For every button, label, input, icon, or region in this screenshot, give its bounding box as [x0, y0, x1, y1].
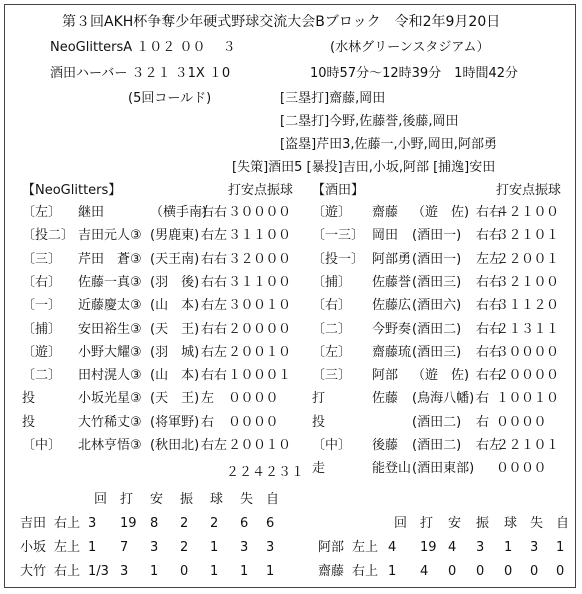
team1-line-score: NeoGlittersA １０２ ００ ３ [50, 40, 236, 55]
pitching-header-cell: 打 [120, 492, 134, 507]
pitching-stat: 3 [530, 540, 539, 555]
batter-position: 投 [312, 414, 326, 430]
batter-name: 吉田元人③ [78, 228, 142, 244]
batter-hand: 右左 [201, 344, 228, 360]
pitcher-name: 大竹 [20, 564, 47, 579]
batter-hand: 右右 [476, 298, 503, 314]
pitching-stat: 3 [88, 516, 97, 531]
pitching-stat: 3 [240, 540, 249, 555]
pitching-stat: 1 [266, 564, 275, 579]
batter-school: （横手南) [150, 205, 208, 220]
batter-name: 継田 [78, 205, 105, 220]
batter-position: 〔三〕 [312, 368, 352, 384]
venue: (水林グリーンスタジアム） [330, 40, 490, 55]
batter-school: (鳥海八幡) [412, 391, 475, 407]
pitching-stat: 19 [120, 516, 137, 531]
batter-school: (酒田六) [412, 298, 462, 314]
pitching-header-cell: 球 [504, 516, 518, 531]
pitching-stat: 0 [448, 564, 457, 579]
batter-stats: ３００００ [228, 205, 291, 220]
batter-position: 〔左〕 [22, 205, 62, 220]
batter-position: 〔遊〕 [22, 344, 62, 360]
batter-position: 〔一〕 [22, 298, 62, 314]
game-time: 10時57分～12時39分 1時間42分 [310, 66, 518, 81]
batter-position: 〔三〕 [22, 251, 62, 267]
batter-stats: ００００ [496, 414, 547, 430]
batter-name: 佐藤誉 [372, 274, 412, 290]
batter-hand: 右右 [476, 274, 503, 290]
pitching-stat: 3 [266, 540, 275, 555]
pitching-stat: 1 [88, 540, 97, 555]
pitching-header-cell: 打 [420, 516, 434, 531]
right-stats-header: 打安点振球 [496, 183, 562, 198]
left-team-name: 【NeoGlitters】 [22, 183, 122, 198]
doubles-note: [二塁打]今野,佐藤誉,後藤,岡田 [280, 114, 459, 129]
batter-name: 岡田 [372, 228, 399, 244]
batter-position: 投 [22, 391, 36, 407]
pitching-stat: 1 [240, 564, 249, 579]
batter-hand: 右右 [201, 321, 228, 337]
pitching-stat: 1 [504, 540, 513, 555]
batter-stats: ２００００ [228, 321, 291, 337]
batter-hand: 左左 [476, 251, 503, 267]
pitching-stat: 19 [420, 540, 437, 555]
batter-hand: 右右 [201, 205, 228, 220]
batter-stats: ００００ [228, 391, 279, 407]
batter-name: 小野大耀③ [78, 344, 142, 360]
batter-name: 芹田 蒼③ [78, 251, 142, 267]
pitching-header-cell: 安 [448, 516, 462, 531]
batter-stats: ３２１０１ [496, 228, 559, 244]
batter-name: 田村滉人③ [78, 368, 142, 384]
batter-hand: 右 [476, 414, 490, 430]
pitching-stat: 3 [476, 540, 485, 555]
pitching-stat: 6 [240, 516, 249, 531]
batter-name: 今野奏 [372, 321, 412, 337]
batter-name: 阿部勇 [372, 251, 412, 267]
batter-hand: 右左 [201, 438, 228, 453]
batter-hand: 右左 [476, 438, 503, 453]
batter-hand: 右左 [201, 228, 228, 244]
pitching-stat: 0 [530, 564, 539, 579]
batter-hand: 右右 [476, 344, 503, 360]
batter-name: 能登山 [372, 461, 412, 477]
batter-stats: ３１１００ [228, 274, 291, 290]
batter-position: 〔遊〕 [312, 205, 352, 220]
batter-position: 〔投二〕 [22, 228, 75, 244]
batter-position: 〔投一〕 [312, 251, 365, 267]
batter-name: 齋藤 [372, 205, 399, 220]
pitcher-hand: 右上 [54, 516, 81, 531]
batter-position: 投 [22, 414, 36, 430]
batter-stats: ２２１０１ [496, 438, 559, 453]
pitching-header-cell: 自 [556, 516, 570, 531]
batter-school: （遊 佐) [412, 368, 470, 384]
pitcher-hand: 左上 [352, 540, 379, 555]
batter-name: 大竹稀丈③ [78, 414, 142, 430]
batter-hand: 右左 [201, 298, 228, 314]
pitcher-hand: 右上 [54, 564, 81, 579]
pitching-header-cell: 振 [180, 492, 194, 507]
pitching-stat: 1 [150, 564, 159, 579]
right-team-name: 【酒田】 [312, 183, 365, 198]
batter-hand: 右 [201, 414, 215, 430]
batter-school: (酒田三) [412, 274, 462, 290]
pitching-header-cell: 振 [476, 516, 490, 531]
pitching-stat: 3 [150, 540, 159, 555]
batter-hand: 右右 [201, 274, 228, 290]
batter-stats: １０００１ [228, 368, 291, 384]
batter-school: (秋田北) [150, 438, 200, 453]
batter-hand: 右右 [476, 368, 503, 384]
batter-name: 小坂光星③ [78, 391, 142, 407]
batter-school: (将軍野) [150, 414, 200, 430]
batter-stats: ３１１２０ [496, 298, 559, 314]
batter-stats: ２００１０ [228, 438, 291, 453]
batter-school: (天 王) [150, 391, 200, 407]
pitching-header-cell: 自 [266, 492, 280, 507]
batter-position: 〔捕〕 [22, 321, 62, 337]
batter-position: 〔一三〕 [312, 228, 365, 244]
batter-school: (酒田一) [412, 251, 462, 267]
batter-stats: ２１３１１ [496, 321, 559, 337]
batter-name: 佐藤 [372, 391, 399, 407]
batter-school: (酒田二) [412, 321, 462, 337]
batter-position: 〔二〕 [22, 368, 62, 384]
batter-school: (山 本) [150, 298, 200, 314]
batter-name: 北林亨悟③ [78, 438, 142, 453]
pitching-header-cell: 失 [240, 492, 254, 507]
batter-school: (羽 後) [150, 274, 200, 290]
batter-stats: ２２００１ [496, 251, 559, 267]
batter-position: 〔右〕 [22, 274, 62, 290]
pitching-stat: 1 [210, 540, 219, 555]
batter-school: (酒田三) [412, 344, 462, 360]
pitching-stat: 4 [420, 564, 429, 579]
pitching-stat: 0 [476, 564, 485, 579]
batter-school: （遊 佐) [412, 205, 470, 220]
pitching-header-cell: 回 [94, 492, 108, 507]
batter-school: (酒田二) [412, 414, 462, 430]
batter-position: 〔中〕 [22, 438, 62, 453]
batter-hand: 右 [476, 391, 490, 407]
pitcher-name: 阿部 [318, 540, 345, 555]
pitcher-name: 齋藤 [318, 564, 345, 579]
batter-name: 安田裕生③ [78, 321, 142, 337]
batter-name: 佐藤一真③ [78, 274, 142, 290]
pitching-stat: 3 [120, 564, 129, 579]
pitching-stat: 0 [180, 564, 189, 579]
pitching-stat: 1 [556, 540, 565, 555]
batter-hand: 左 [201, 391, 215, 407]
batter-stats: ４２１００ [496, 205, 559, 220]
batter-stats: ００００ [496, 461, 547, 477]
batter-name: 近藤慶太③ [78, 298, 142, 314]
batter-position: 打 [312, 391, 326, 407]
batter-position: 〔二〕 [312, 321, 352, 337]
pitching-stat: 4 [388, 540, 397, 555]
batter-school: (酒田二) [412, 438, 462, 453]
misc-note: [失策]酒田5 [暴投]吉田,小坂,阿部 [捕逸]安田 [232, 160, 496, 175]
triples-note: [三塁打]齋藤,岡田 [280, 91, 386, 106]
pitcher-name: 吉田 [20, 516, 47, 531]
batter-stats: ３２１００ [496, 274, 559, 290]
team2-line-score: 酒田ハーバー ３２１ ３1X １0 [50, 66, 231, 81]
batter-stats: ３００１０ [228, 298, 291, 314]
pitching-stat: 8 [150, 516, 159, 531]
pitching-stat: 6 [266, 516, 275, 531]
steals-note: [盗塁]芹田3,佐藤一,小野,岡田,阿部勇 [280, 137, 497, 152]
batter-stats: １００１０ [496, 391, 559, 407]
pitching-stat: 2 [210, 516, 219, 531]
batter-stats: ２００００ [496, 368, 559, 384]
batter-school: (山 本) [150, 368, 200, 384]
pitching-stat: 0 [556, 564, 565, 579]
batter-name: 齋藤琉 [372, 344, 412, 360]
batter-stats: ３１１００ [228, 228, 291, 244]
batter-position: 〔捕〕 [312, 274, 352, 290]
pitching-stat: 0 [504, 564, 513, 579]
batter-school: (酒田一) [412, 228, 462, 244]
batter-school: (天 王) [150, 321, 200, 337]
pitching-header-cell: 安 [150, 492, 164, 507]
pitching-header-cell: 回 [394, 516, 408, 531]
batter-name: 阿部 [372, 368, 399, 384]
game-title: 第３回AKH杯争奪少年硬式野球交流大会Bブロック 令和2年9月20日 [62, 14, 501, 30]
batter-school: (酒田東部) [412, 461, 475, 477]
pitching-header-cell: 失 [530, 516, 544, 531]
batter-stats: ００００ [228, 414, 279, 430]
pitching-stat: 2 [180, 516, 189, 531]
pitching-header-cell: 球 [210, 492, 224, 507]
left-team-totals: ２２４２３１ [226, 465, 305, 480]
batter-position: 〔左〕 [312, 344, 352, 360]
batter-hand: 右右 [201, 251, 228, 267]
called-game-note: (5回コールド) [128, 91, 212, 106]
batter-position: 〔中〕 [312, 438, 352, 453]
batter-name: 佐藤広 [372, 298, 412, 314]
batter-school: (羽 城) [150, 344, 200, 360]
pitcher-name: 小坂 [20, 540, 47, 555]
pitcher-hand: 右上 [352, 564, 379, 579]
pitcher-hand: 左上 [54, 540, 81, 555]
batter-hand: 右右 [201, 368, 228, 384]
batter-stats: ２００１０ [228, 344, 291, 360]
batter-hand: 右右 [476, 321, 503, 337]
batter-stats: ３００００ [496, 344, 559, 360]
pitching-stat: 1 [388, 564, 397, 579]
batter-hand: 右右 [476, 205, 503, 220]
pitching-stat: 2 [180, 540, 189, 555]
batter-position: 〔右〕 [312, 298, 352, 314]
pitching-stat: 1 [210, 564, 219, 579]
batter-stats: ３２０００ [228, 251, 291, 267]
batter-school: (天王南) [150, 251, 200, 267]
pitching-stat: 4 [448, 540, 457, 555]
batter-hand: 右右 [476, 228, 503, 244]
left-stats-header: 打安点振球 [228, 183, 294, 198]
batter-position: 走 [312, 461, 326, 477]
pitching-stat: 7 [120, 540, 129, 555]
pitching-stat: 1/3 [88, 564, 109, 579]
batter-name: 後藤 [372, 438, 399, 453]
batter-school: (男鹿東) [150, 228, 200, 244]
